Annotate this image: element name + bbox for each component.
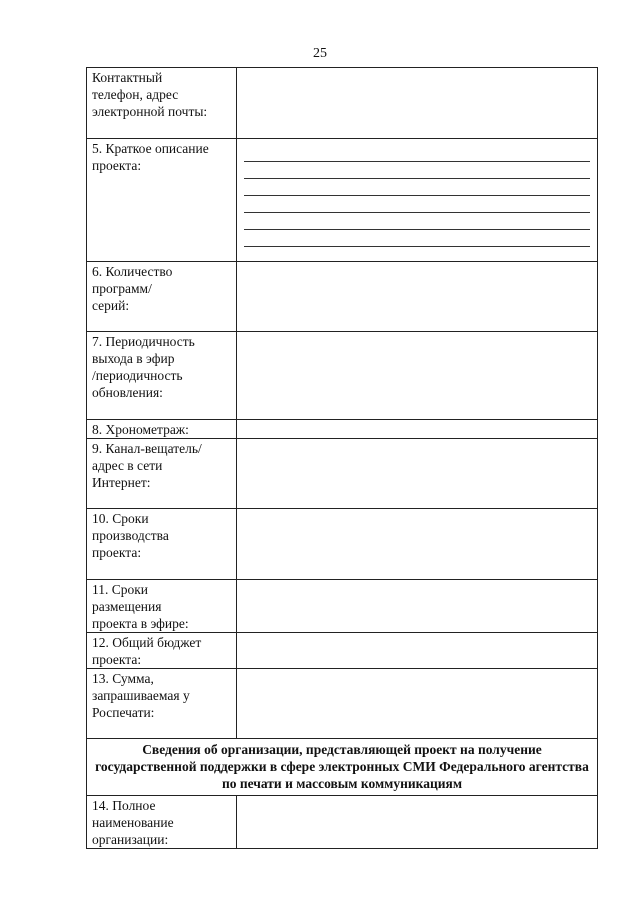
row-label-cell <box>87 669 237 739</box>
section-heading: Сведения об организации, представляющей проект на получение государственной поддержки в сфере электронных СМИ Федерального агентства по печати и массовым коммуникациям <box>95 742 589 791</box>
form-row-organization-name <box>87 796 598 849</box>
form-row-channel <box>87 439 598 509</box>
form-row-description <box>87 139 598 262</box>
form-row-total-budget <box>87 633 598 669</box>
row-label-production-dates: 10. Сроки производства проекта: <box>92 511 169 560</box>
row-label-cell <box>87 420 237 439</box>
row-label-cell <box>87 580 237 633</box>
row-label-cell <box>87 633 237 669</box>
production-dates-value-field[interactable] <box>237 509 598 580</box>
form-row-contact <box>87 68 598 139</box>
form-row-frequency <box>87 332 598 420</box>
description-ruled-lines <box>237 139 597 247</box>
ruled-line <box>244 213 590 230</box>
ruled-line <box>244 162 590 179</box>
episodes-value-field[interactable] <box>237 262 598 332</box>
row-label-cell <box>87 796 237 849</box>
row-label-requested-amount: 13. Сумма, запрашиваемая у Роспечати: <box>92 671 190 720</box>
row-label-cell <box>87 68 237 139</box>
row-label-cell <box>87 439 237 509</box>
row-label-description: 5. Краткое описание проекта: <box>92 141 209 173</box>
form-row-episodes <box>87 262 598 332</box>
total-budget-value-field[interactable] <box>237 633 598 669</box>
ruled-line <box>244 230 590 247</box>
row-label-frequency: 7. Периодичность выхода в эфир /периодичность обновления: <box>92 334 195 400</box>
row-label-total-budget: 12. Общий бюджет проекта: <box>92 635 202 667</box>
row-label-cell <box>87 139 237 262</box>
channel-value-field[interactable] <box>237 439 598 509</box>
row-label-broadcast-dates: 11. Сроки размещения проекта в эфире: <box>92 582 189 631</box>
form-row-requested-amount <box>87 669 598 739</box>
organization-name-value-field[interactable] <box>237 796 598 849</box>
row-label-cell <box>87 262 237 332</box>
form-row-broadcast-dates <box>87 580 598 633</box>
description-value-field[interactable] <box>237 139 598 262</box>
ruled-line <box>244 179 590 196</box>
form-row-production-dates <box>87 509 598 580</box>
ruled-line <box>244 196 590 213</box>
ruled-line <box>244 145 590 162</box>
broadcast-dates-value-field[interactable] <box>237 580 598 633</box>
row-label-episodes: 6. Количество программ/ серий: <box>92 264 173 313</box>
row-label-channel: 9. Канал-вещатель/ адрес в сети Интернет: <box>92 441 202 490</box>
duration-value-field[interactable] <box>237 420 598 439</box>
section-heading-cell <box>87 739 598 796</box>
form-row-duration <box>87 420 598 439</box>
row-label-contact: Контактный телефон, адрес электронной почты: <box>92 70 208 119</box>
row-label-cell <box>87 332 237 420</box>
page-number: 25 <box>313 46 327 61</box>
row-label-duration: 8. Хронометраж: <box>92 422 189 437</box>
contact-value-field[interactable] <box>237 68 598 139</box>
section-heading-row <box>87 739 598 796</box>
frequency-value-field[interactable] <box>237 332 598 420</box>
application-form-table <box>86 67 598 849</box>
row-label-cell <box>87 509 237 580</box>
row-label-organization-name: 14. Полное наименование организации: <box>92 798 174 847</box>
requested-amount-value-field[interactable] <box>237 669 598 739</box>
